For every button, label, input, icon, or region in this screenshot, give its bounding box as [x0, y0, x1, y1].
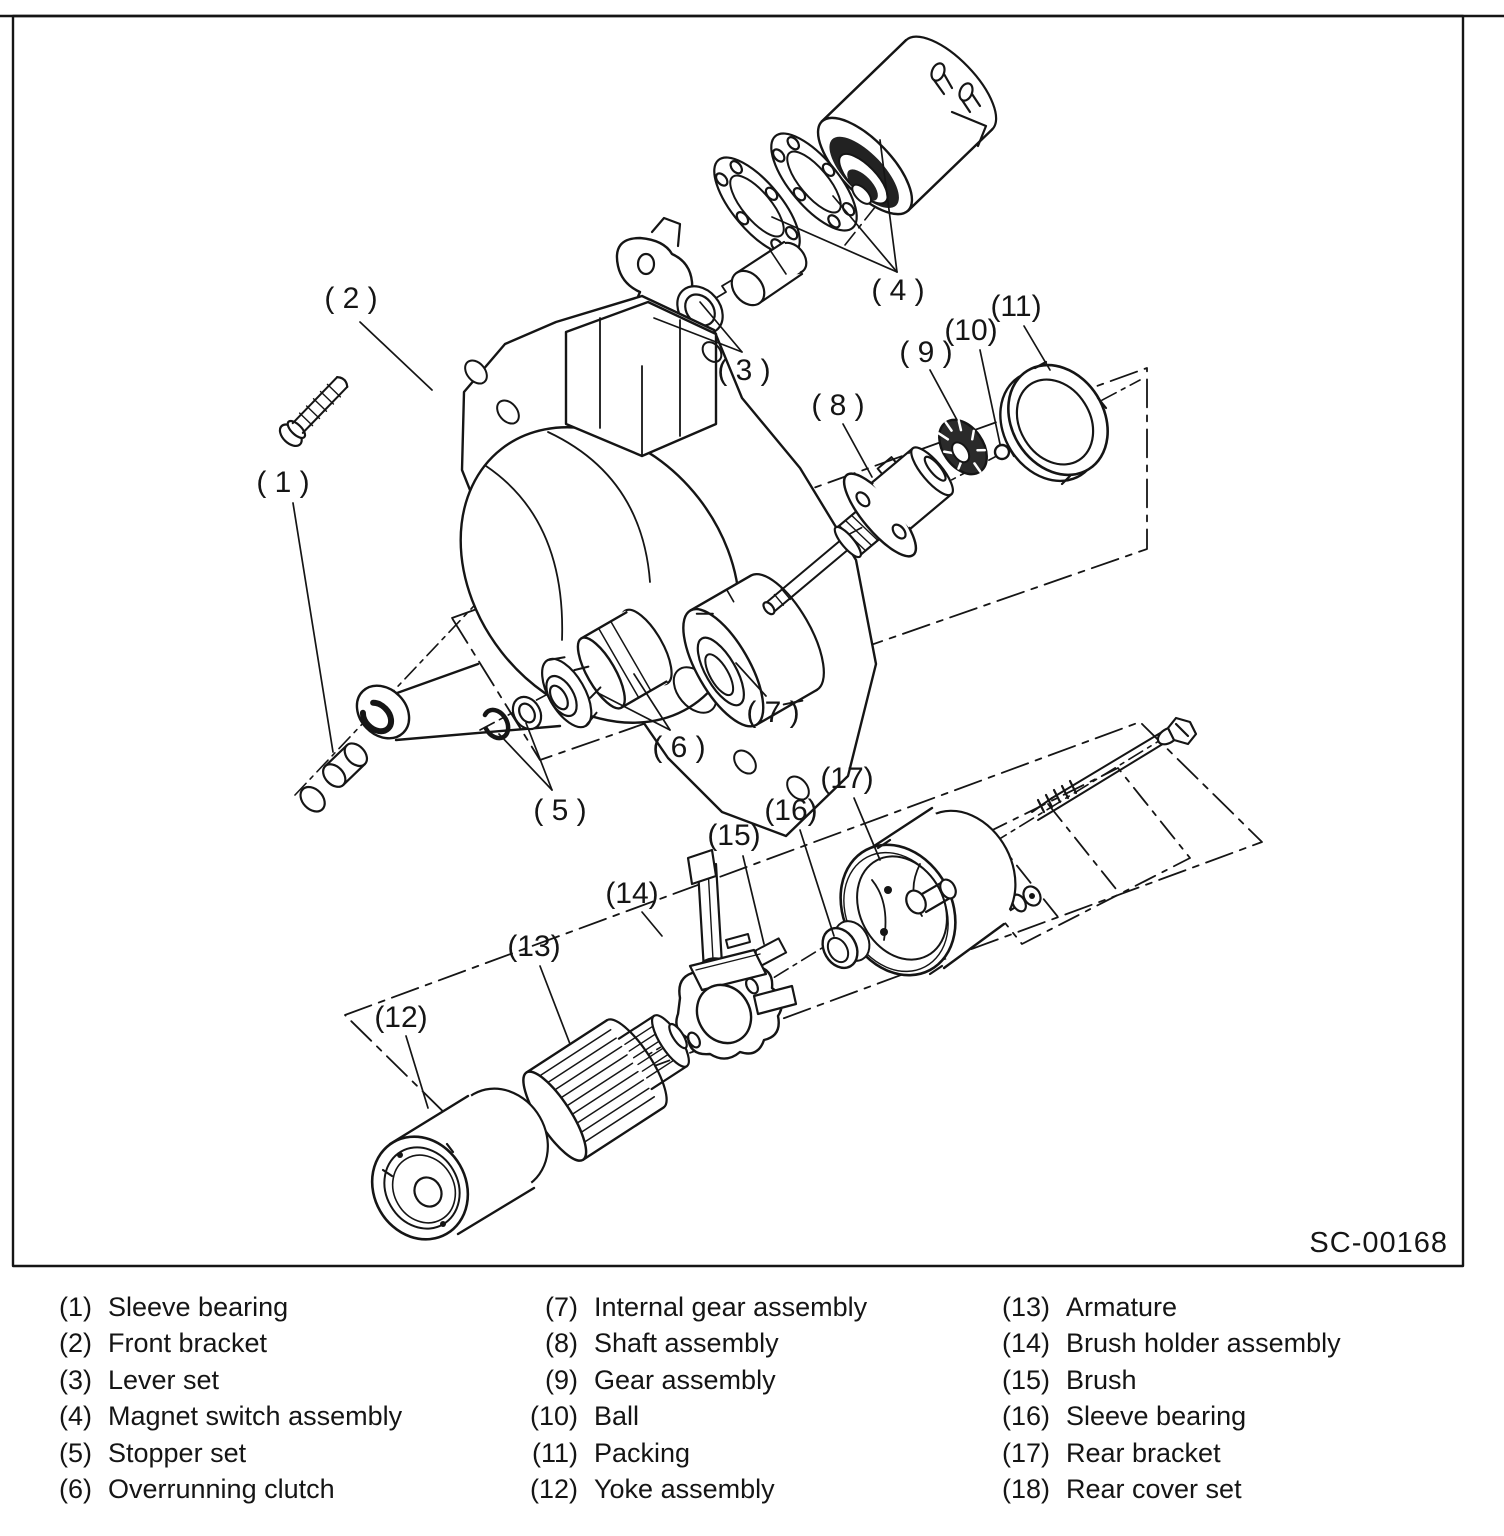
legend-item-label: Lever set [108, 1364, 220, 1395]
legend-item-number: (6) [59, 1473, 92, 1504]
legend-item [994, 1474, 1341, 1510]
legend-item [994, 1401, 1341, 1437]
legend-item-label: Packing [594, 1437, 691, 1468]
legend-item [506, 1328, 867, 1364]
legend-item-label: Yoke assembly [594, 1473, 775, 1504]
legend-item-number: (15) [1001, 1364, 1050, 1395]
legend-column-2 [506, 1292, 867, 1510]
legend-item [46, 1365, 402, 1401]
legend-item-label: Magnet switch assembly [108, 1401, 403, 1432]
legend-item-label: Internal gear assembly [594, 1292, 868, 1322]
legend-item-label: Brush [1066, 1364, 1137, 1395]
legend-column-1 [46, 1292, 402, 1510]
legend-item-number: (10) [529, 1401, 578, 1432]
callout-8: ( 8 ) [811, 389, 865, 422]
legend-item-number: (11) [531, 1437, 578, 1468]
callout-13: (13) [507, 930, 561, 963]
legend-item [46, 1292, 402, 1328]
callout-15: (15) [707, 819, 761, 852]
legend-item [506, 1474, 867, 1510]
callout-9: ( 9 ) [899, 336, 953, 369]
legend-item-label: Sleeve bearing [108, 1292, 289, 1322]
callout-6: ( 6 ) [652, 731, 706, 764]
callout-11: (11) [990, 290, 1042, 323]
legend-item-number: (2) [59, 1328, 92, 1359]
callout-10: (10) [944, 314, 998, 347]
legend-item [506, 1365, 867, 1401]
legend-item [994, 1438, 1341, 1474]
legend-item [994, 1292, 1341, 1328]
legend-item-label: Shaft assembly [594, 1328, 779, 1359]
legend-item [506, 1401, 867, 1437]
legend-item [46, 1328, 402, 1364]
legend-item-number: (13) [1001, 1292, 1050, 1322]
part-ball [995, 445, 1009, 459]
legend-item-label: Rear bracket [1066, 1437, 1221, 1468]
callout-12: (12) [374, 1001, 428, 1034]
legend-item [46, 1474, 402, 1510]
callout-1: ( 1 ) [256, 466, 310, 499]
legend-item-number: (4) [59, 1401, 92, 1432]
legend-item-number: (14) [1001, 1328, 1050, 1359]
legend-column-3 [994, 1292, 1341, 1510]
legend-item-number: (8) [545, 1328, 578, 1359]
figure-code: SC-00168 [1309, 1227, 1448, 1259]
legend-item-number: (12) [529, 1473, 578, 1504]
legend-item-label: Stopper set [108, 1437, 247, 1468]
legend-item-label: Brush holder assembly [1066, 1328, 1341, 1359]
callout-2: ( 2 ) [324, 282, 378, 315]
callout-14: (14) [605, 877, 659, 910]
legend-item-number: (16) [1001, 1401, 1050, 1432]
legend-item-label: Front bracket [108, 1328, 268, 1359]
legend-item-label: Armature [1066, 1292, 1178, 1322]
legend-item-number: (3) [59, 1364, 92, 1395]
legend-item-number: (5) [59, 1437, 92, 1468]
part-front-bracket [346, 296, 876, 836]
callout-7: ( 7 ) [746, 696, 800, 729]
callout-4: ( 4 ) [871, 274, 925, 307]
legend-item [506, 1438, 867, 1474]
legend-item [506, 1292, 867, 1328]
legend-item [46, 1401, 402, 1437]
legend-item-label: Sleeve bearing [1066, 1401, 1247, 1432]
part-packing [980, 346, 1127, 499]
legend-item-label: Gear assembly [594, 1364, 776, 1395]
callout-5: ( 5 ) [533, 794, 587, 827]
part-sleeve-bearing-front [295, 739, 373, 816]
callout-17: (17) [820, 762, 874, 795]
legend-item [994, 1365, 1341, 1401]
legend-item-number: (18) [1001, 1473, 1050, 1504]
legend-item-number: (7) [545, 1292, 578, 1322]
legend-item-label: Ball [594, 1401, 640, 1432]
legend-item [46, 1438, 402, 1474]
legend-item-number: (17) [1001, 1437, 1050, 1468]
bracket-screw [276, 371, 354, 450]
legend-item-label: Rear cover set [1066, 1473, 1242, 1504]
legend-item-number: (9) [545, 1364, 578, 1395]
legend-item-label: Overrunning clutch [108, 1473, 335, 1504]
callout-16: (16) [764, 794, 818, 827]
legend-item-number: (1) [59, 1292, 92, 1322]
legend-item [994, 1328, 1341, 1364]
callout-3: ( 3 ) [717, 354, 771, 387]
